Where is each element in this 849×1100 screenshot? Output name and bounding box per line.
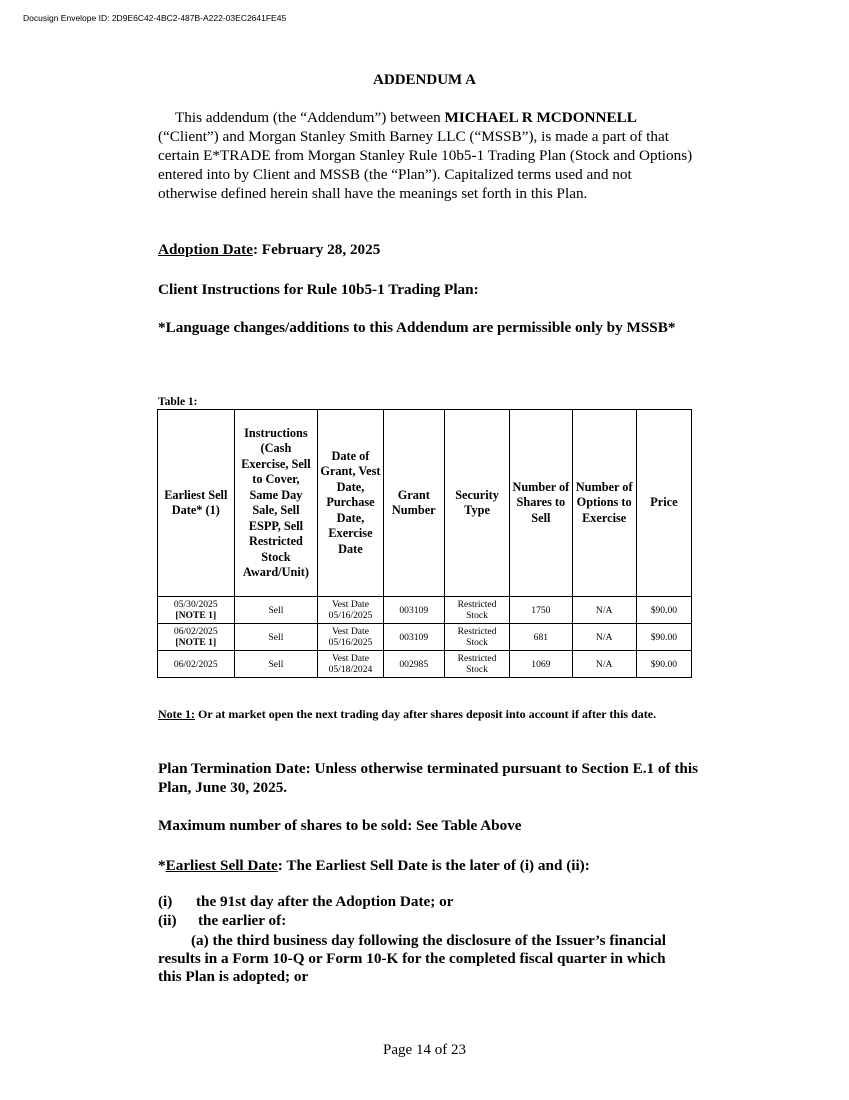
header-number-of-shares: Number of Shares to Sell	[510, 410, 572, 597]
table-row	[158, 597, 692, 624]
adoption-date	[158, 240, 698, 259]
earliest-sell-date-definition	[158, 856, 698, 875]
earliest-sell-date-text: : The Earliest Sell Date is the later of (i) and (ii):	[277, 857, 590, 874]
intro-text-2: (“Client”) and Morgan Stanley Smith Barney LLC (“MSSB”), is made a part of that certain E*TRADE from Morgan Stanley Rule 10b5-1 Trading Plan (Stock and Options) entered into by Client and MSSB (the “Plan”). Capitalized terms used and not otherwise defined herein shall have the meanings set forth in this Plan.	[158, 128, 693, 202]
intro-paragraph	[158, 108, 694, 203]
cell-security-type: Restricted Stock	[444, 651, 509, 678]
header-number-of-options: Number of Options to Exercise	[572, 410, 636, 597]
list-item-ii-text: the earlier of:	[198, 912, 287, 929]
cell-grant-number: 003109	[383, 597, 444, 624]
header-grant-number: Grant Number	[383, 410, 444, 597]
table-row	[158, 651, 692, 678]
cell-grant-number: 003109	[383, 624, 444, 651]
header-earliest-sell-date: Earliest Sell Date* (1)	[158, 410, 235, 597]
maximum-shares: Maximum number of shares to be sold: See Table Above	[158, 817, 522, 834]
plan-termination-date: Plan Termination Date: Unless otherwise terminated pursuant to Section E.1 of this Plan, June 30, 2025.	[158, 760, 698, 796]
cell-instruction: Sell	[234, 651, 318, 678]
cell-security-type: Restricted Stock	[444, 624, 509, 651]
cell-shares: 1750	[510, 597, 572, 624]
note-ref: [NOTE 1]	[175, 610, 217, 621]
table-row	[158, 624, 692, 651]
cell-price: $90.00	[636, 597, 691, 624]
cell-price: $90.00	[636, 624, 691, 651]
note-ref: [NOTE 1]	[175, 637, 217, 648]
cell-sell-date	[158, 597, 235, 624]
earliest-prefix: *	[158, 857, 166, 874]
cell-price: $90.00	[636, 651, 691, 678]
cell-shares: 681	[510, 624, 572, 651]
note-1	[158, 704, 698, 724]
header-instructions: Instructions (Cash Exercise, Sell to Cover, Same Day Sale, Sell ESPP, Sell Restricted Stock Award/Unit)	[234, 410, 318, 597]
list-item-i	[158, 893, 453, 910]
note-1-label: Note 1:	[158, 707, 195, 721]
sell-date: 06/02/2025	[173, 658, 218, 670]
list-item-i-text: the 91st day after the Adoption Date; or	[196, 893, 454, 910]
sell-date: 06/02/2025	[173, 626, 218, 637]
cell-sell-date	[158, 624, 235, 651]
cell-instruction: Sell	[234, 624, 318, 651]
header-date-of-grant: Date of Grant, Vest Date, Purchase Date, Exercise Date	[318, 410, 383, 597]
intro-text-1: This addendum (the “Addendum”) between	[175, 109, 445, 126]
cell-instruction: Sell	[234, 597, 318, 624]
cell-grant-date: Vest Date 05/16/2025	[318, 624, 383, 651]
sell-date: 05/30/2025	[173, 599, 218, 610]
client-instructions-heading: Client Instructions for Rule 10b5-1 Trading Plan:	[158, 281, 479, 298]
cell-options: N/A	[572, 651, 636, 678]
list-item-i-number: (i)	[158, 893, 173, 910]
page-number: Page 14 of 23	[383, 1042, 466, 1058]
cell-grant-date: Vest Date 05/18/2024	[318, 651, 383, 678]
header-price: Price	[636, 410, 691, 597]
table-header-row	[158, 410, 692, 597]
cell-options: N/A	[572, 597, 636, 624]
client-name: MICHAEL R MCDONNELL	[444, 109, 637, 126]
trading-plan-table	[157, 409, 692, 678]
note-1-text: Or at market open the next trading day after shares deposit into account if after this date.	[194, 707, 657, 721]
cell-grant-number: 002985	[383, 651, 444, 678]
table-label: Table 1:	[158, 396, 198, 408]
envelope-id: Docusign Envelope ID: 2D9E6C42-4BC2-487B-A222-03EC2641FE45	[23, 13, 287, 23]
adoption-date-label: Adoption Date	[158, 241, 253, 258]
cell-sell-date	[158, 651, 235, 678]
list-item-ii	[158, 912, 286, 929]
earliest-sell-date-label: Earliest Sell Date	[165, 857, 278, 874]
header-security-type: Security Type	[444, 410, 509, 597]
cell-shares: 1069	[510, 651, 572, 678]
list-item-ii-number: (ii)	[158, 912, 177, 929]
cell-options: N/A	[572, 624, 636, 651]
cell-security-type: Restricted Stock	[444, 597, 509, 624]
adoption-date-value: : February 28, 2025	[252, 241, 381, 258]
list-item-a: (a) the third business day following the disclosure of the Issuer’s financial results in a Form 10-Q or Form 10-K for the completed fiscal quarter in which this Plan is adopted; or	[158, 932, 666, 985]
page-title: ADDENDUM A	[373, 72, 476, 88]
language-note: *Language changes/additions to this Addendum are permissible only by MSSB*	[158, 319, 676, 336]
cell-grant-date: Vest Date 05/16/2025	[318, 597, 383, 624]
